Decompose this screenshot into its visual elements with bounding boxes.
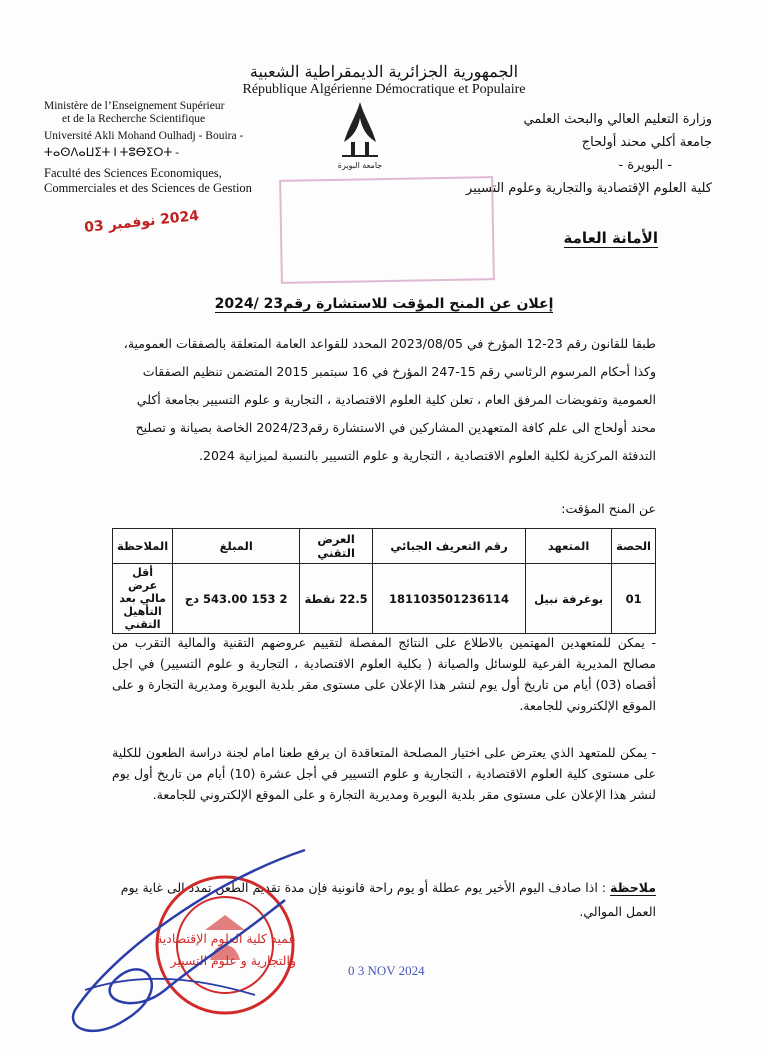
republic-title-fr: République Algérienne Démocratique et Populaire bbox=[242, 82, 526, 97]
cell-note: أقل عرض مالي بعد التأهيل التقني bbox=[113, 564, 173, 634]
cell-amount: 2 153 543.00 دج bbox=[173, 564, 300, 634]
signature-icon bbox=[55, 840, 315, 1050]
header-note: الملاحظة bbox=[113, 529, 173, 564]
table-header-row bbox=[113, 529, 656, 564]
header-amount: المبلغ bbox=[173, 529, 300, 564]
results-paragraph: - يمكن للمتعهدين المهتمين بالاطلاع على النتائج المفصلة لتقييم عروضهم التقنية والمالية التقرب من مصالح المديرية الفرعية للوسائل والصيانة ( بكلية العلوم الاقتصادية ، التجارية و علوم التسيير) في اجل أقصاه (03) أيام من تاريخ أول يوم لنشر هذا الإعلان على مستوى مقر بلدية البويرة ومديرية التجارة و على الموقع الإلكتروني للجامعة. bbox=[112, 635, 656, 713]
received-stamp bbox=[279, 176, 495, 284]
table-row bbox=[113, 564, 656, 634]
cell-lot: 01 bbox=[612, 564, 656, 634]
city-ar: - البويرة - bbox=[618, 158, 672, 173]
header-lot: الحصة bbox=[612, 529, 656, 564]
ministry-line-2: et de la Recherche Scientifique bbox=[62, 113, 206, 125]
university-ar: جامعة أكلي محند أولحاج bbox=[581, 135, 712, 150]
document-title-text: إعلان عن المنح المؤقت للاستشارة رقم23 /2024 bbox=[214, 296, 554, 312]
header-technical: العرض التقني bbox=[300, 529, 373, 564]
header-left-fr bbox=[44, 100, 252, 196]
intro-line: وكذا أحكام المرسوم الرئاسي رقم 15-247 المؤرخ في 16 سبتمبر 2015 المتضمن تنظيم الصفقات bbox=[142, 364, 656, 379]
table-label: عن المنح المؤقت: bbox=[561, 501, 656, 516]
faculty-fr-2: Commerciales et des Sciences de Gestion bbox=[44, 181, 252, 195]
faculty-stamp-line-1: عميد كلية العلوم الإقتصادية bbox=[156, 931, 296, 946]
university-logo-icon bbox=[334, 98, 386, 172]
university-fr: Université Akli Mohand Oulhadj - Bouira - bbox=[44, 130, 244, 142]
document-title bbox=[0, 296, 768, 312]
intro-line: طبقا للقانون رقم 23-12 المؤرخ في 2023/08/05 المحدد للقواعد العامة المتعلقة بالصفقات العمومية، bbox=[123, 336, 656, 351]
cell-technical: 22.5 نقطة bbox=[300, 564, 373, 634]
intro-line: محند أولحاج الى علم كافة المتعهدين المشاركين في الاستشارة رقم2024/23 الخاصة بصيانة و تصليح bbox=[135, 420, 656, 435]
faculty-fr-1: Faculté des Sciences Economiques, bbox=[44, 166, 222, 180]
ministry-ar: وزارة التعليم العالي والبحث العلمي bbox=[523, 112, 712, 127]
faculty-ar: كلية العلوم الإقتصادية والتجارية وعلوم التسيير bbox=[466, 181, 712, 196]
appeal-paragraph: - يمكن للمتعهد الذي يعترض على اختيار المصلحة المتعاقدة ان يرفع طعنا امام لجنة دراسة الطعون للكلية على مستوى كلية العلوم الاقتصادية ، التجارية و علوم التسيير في أجل عشرة (10) أيام من تاريخ أول يوم لنشر هذا الإعلان على مستوى مقر بلدية البويرة ومديرية التجارة و على الموقع الإلكتروني للجامعة. bbox=[112, 745, 656, 802]
header-tax-id: رقم التعريف الجبائي bbox=[373, 529, 526, 564]
intro-line: العمومية وتفويضات المرفق العام ، تعلن كلية العلوم الاقتصادية ، التجارية و علوم التسيير بجامعة أكلي bbox=[136, 392, 656, 407]
bottom-stamp-date: 0 3 NOV 2024 bbox=[348, 963, 425, 978]
stamp-date: 2024 نوفمبر 03 bbox=[83, 208, 200, 236]
university-tifinagh: ⵜⴰⵙⴷⴰⵡⵉⵜ ⵏ ⵜⵓⴱⵉⵔⵜ - bbox=[44, 147, 179, 159]
award-table bbox=[112, 528, 656, 634]
note-label: ملاحظة bbox=[610, 880, 656, 895]
intro-paragraph bbox=[112, 330, 656, 470]
section-title: الأمانة العامة bbox=[563, 229, 658, 247]
intro-line: التدفئة المركزية لكلية العلوم الاقتصادية ، التجارية و علوم التسيير بالنسبة لميزانية 2024. bbox=[199, 448, 656, 463]
note-text: : اذا صادف اليوم الأخير يوم عطلة أو يوم راحة قانونية فإن مدة تقديم الطعن تمدد الى غاية يوم العمل الموالي. bbox=[120, 880, 656, 919]
logo-caption: جامعة البويرة bbox=[337, 161, 383, 170]
cell-tax-id: 181103501236114 bbox=[373, 564, 526, 634]
ministry-line-1: Ministère de l’Enseignement Supérieur bbox=[44, 100, 225, 112]
republic-title-ar: الجمهورية الجزائرية الديمقراطية الشعبية bbox=[249, 62, 519, 81]
faculty-stamp-line-2: والتجارية و علوم التسيير bbox=[170, 953, 296, 968]
cell-bidder: بوغرفة نبيل bbox=[526, 564, 612, 634]
header-bidder: المتعهد bbox=[526, 529, 612, 564]
